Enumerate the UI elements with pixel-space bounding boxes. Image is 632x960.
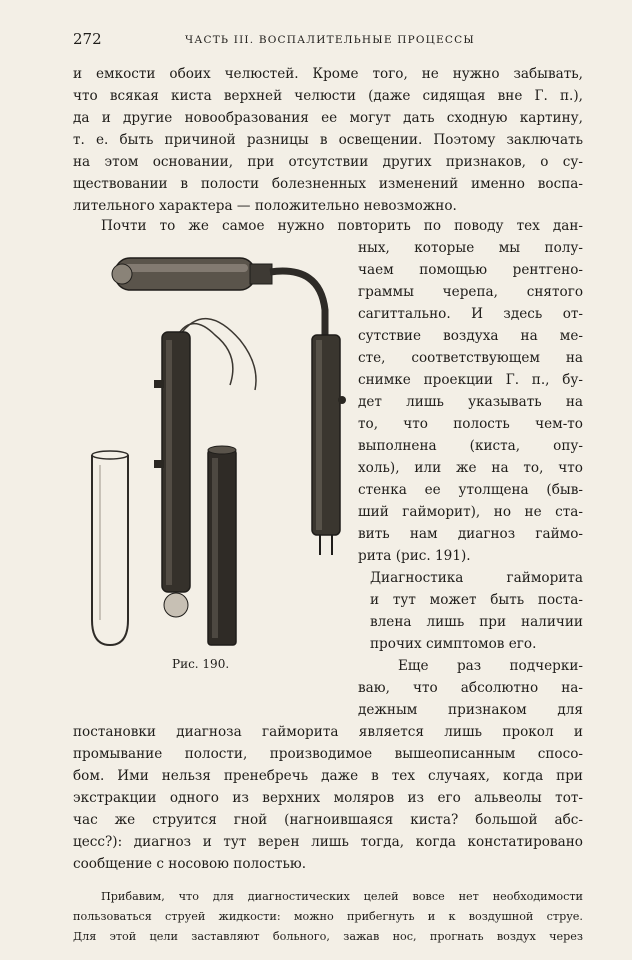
text-line: Еще раз подчерки- bbox=[398, 658, 583, 674]
running-head: ЧАСТЬ III. ВОСПАЛИТЕЛЬНЫЕ ПРОЦЕССЫ bbox=[185, 34, 475, 46]
text-line: сагиттально. И здесь от- bbox=[358, 306, 583, 322]
text-line: стенка ее утолщена (быв- bbox=[358, 482, 583, 498]
text-line: Почти то же самое нужно повторить по поводу тех дан- bbox=[101, 218, 583, 234]
text-line: и емкости обоих челюстей. Кроме того, не нужно забывать, bbox=[73, 66, 583, 82]
text-line: экстракции одного из верхних моляров из его альвеолы тот- bbox=[73, 790, 583, 806]
page-header bbox=[73, 30, 583, 50]
text-line: и тут может быть поста- bbox=[370, 592, 583, 608]
text-line: чаем помощью рентгено- bbox=[358, 262, 583, 278]
text-line: час же струится гной (нагноившаяся киста? большой абс- bbox=[73, 812, 583, 828]
text-line: дет лишь указывать на bbox=[358, 394, 583, 410]
text-line: постановки диагноза гайморита является лишь прокол и bbox=[73, 724, 583, 740]
text-line: т. е. быть причиной разницы в освещении. Поэтому заключать bbox=[73, 132, 583, 148]
text-line: ществовании в полости болезненных изменений именно воспа- bbox=[73, 176, 583, 192]
text-line: рита (рис. 191). bbox=[358, 548, 471, 564]
text-line: выполнена (киста, опу- bbox=[358, 438, 583, 454]
text-line: Диагностика гайморита bbox=[370, 570, 583, 586]
page-number: 272 bbox=[73, 30, 102, 48]
text-line: на этом основании, при отсутствии других признаков, о су- bbox=[73, 154, 583, 170]
text-line: вить нам диагноз гаймо- bbox=[358, 526, 583, 542]
text-line: то, что полость чем-то bbox=[358, 416, 583, 432]
text-line: ных, которые мы полу- bbox=[358, 240, 583, 256]
footnote-line: пользоваться струей жидкости: можно прибегнуть и к воздушной струе. bbox=[73, 910, 583, 923]
text-line: ваю, что абсолютно на- bbox=[358, 680, 583, 696]
text-line: промывание полости, производимое вышеописанным спосо- bbox=[73, 746, 583, 762]
footnote-line: Прибавим, что для диагностических целей вовсе нет необходимости bbox=[101, 890, 583, 903]
text-line: снимке проекции Г. п., бу- bbox=[358, 372, 583, 388]
text-line: да и другие новообразования ее могут дать сходную картину, bbox=[73, 110, 583, 126]
text-line: сутствие воздуха на ме- bbox=[358, 328, 583, 344]
text-line: сте, соответствующем на bbox=[358, 350, 583, 366]
diaphanoscope-lamp-illustration bbox=[80, 250, 355, 650]
text-line: сообщение с носовою полостью. bbox=[73, 856, 307, 872]
text-line: что всякая киста верхней челюсти (даже сидящая вне Г. п.), bbox=[73, 88, 583, 104]
figure-caption: Рис. 190. bbox=[172, 657, 230, 671]
text-line: холь), или же на то, что bbox=[358, 460, 583, 476]
footnote-line: Для этой цели заставляют больного, зажав нос, прогнать воздух через bbox=[73, 930, 583, 943]
text-line: бом. Ими нельзя пренебречь даже в тех случаях, когда при bbox=[73, 768, 583, 784]
text-line: дежным признаком для bbox=[358, 702, 583, 718]
text-line: ший гайморит), но не ста- bbox=[358, 504, 583, 520]
text-line: прочих симптомов его. bbox=[370, 636, 537, 652]
text-line: влена лишь при наличии bbox=[370, 614, 583, 630]
text-line: цесс?): диагноз и тут верен лишь тогда, когда констатировано bbox=[73, 834, 583, 850]
text-line: граммы черепа, снятого bbox=[358, 284, 583, 300]
figure-190-illustration bbox=[80, 250, 355, 650]
text-line: лительного характера — положительно невозможно. bbox=[73, 198, 457, 214]
